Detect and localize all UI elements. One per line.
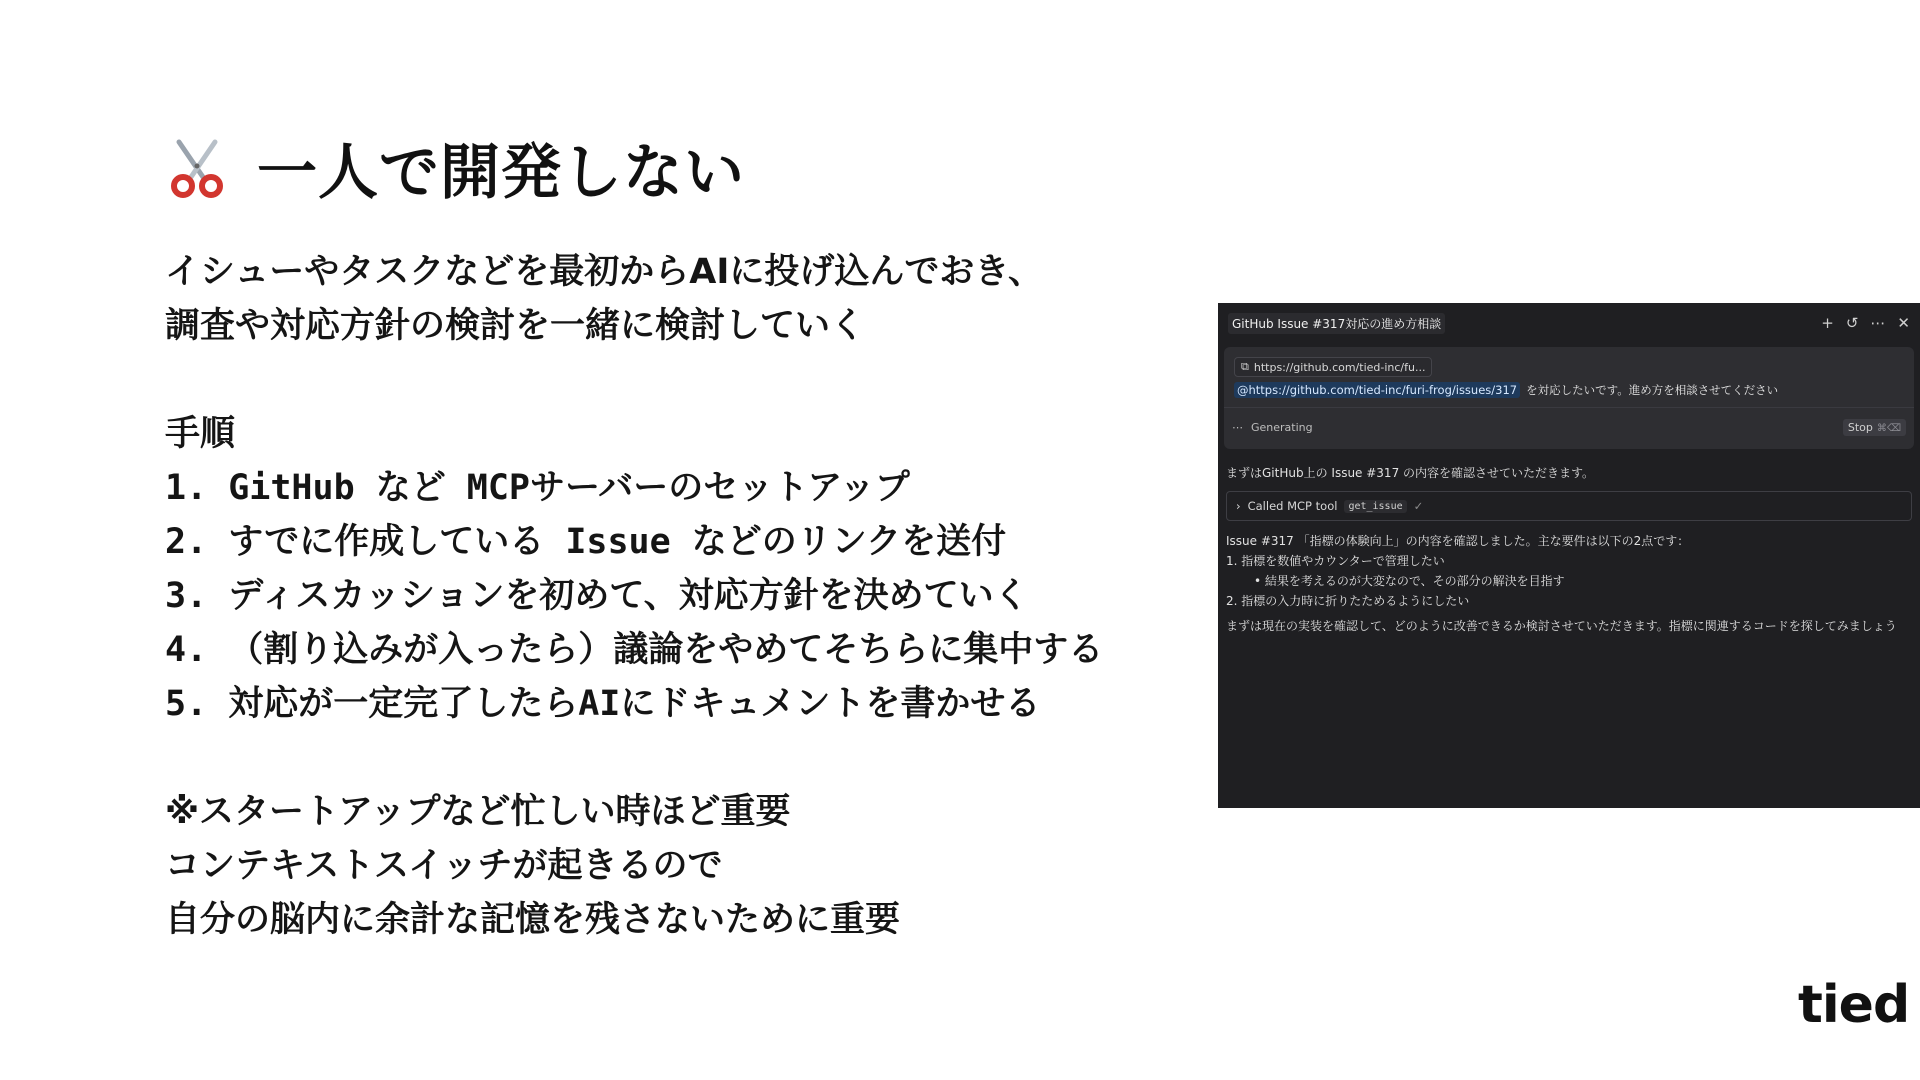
user-message-text: を対応したいです。進め方を相談させてください bbox=[1526, 383, 1779, 397]
scissors-icon bbox=[165, 136, 229, 200]
requirement-2: 2. 指標の入力時に折りたためるようにしたい bbox=[1226, 594, 1470, 608]
response-summary: Issue #317 「指標の体験向上」の内容を確認しました。主な要件は以下の2点です： bbox=[1226, 534, 1690, 548]
response-intro: まずはGitHub上の Issue #317 の内容を確認させていただきます。 bbox=[1226, 466, 1595, 480]
tool-name: get_issue bbox=[1344, 500, 1406, 513]
chevron-right-icon: › bbox=[1236, 499, 1241, 513]
history-icon[interactable]: ↺ bbox=[1845, 313, 1859, 332]
intro-line-2: 調査や対応方針の検討を一緒に検討していく bbox=[165, 306, 866, 346]
link-icon: ⧉ bbox=[1241, 360, 1249, 373]
note-line-2: コンテキストスイッチが起きるので bbox=[165, 846, 723, 886]
stop-shortcut: ⌘⌫ bbox=[1876, 423, 1901, 434]
attachment-chip[interactable] bbox=[1234, 357, 1432, 377]
user-message bbox=[1234, 382, 1778, 398]
attachment-chip-label: https://github.com/tied-inc/fu... bbox=[1253, 360, 1426, 374]
step-item: 1. GitHub など MCPサーバーのセットアップ bbox=[165, 468, 910, 508]
response-next: まずは現在の実装を確認して、どのように改善できるか検討させていただきます。指標に関連するコードを探してみましょう bbox=[1226, 619, 1897, 633]
dots-icon: ⋯ bbox=[1232, 421, 1243, 434]
slide-title: 一人で開発しない bbox=[257, 138, 745, 208]
issue-mention[interactable]: @https://github.com/tied-inc/furi-frog/issues/317 bbox=[1234, 382, 1520, 398]
chat-title[interactable]: GitHub Issue #317対応の進め方相談 bbox=[1228, 313, 1445, 334]
mcp-tool-call[interactable] bbox=[1226, 491, 1912, 521]
chat-panel-screenshot bbox=[1218, 303, 1920, 808]
step-item: 5. 対応が一定完了したらAIにドキュメントを書かせる bbox=[165, 684, 1041, 724]
requirement-1: 1. 指標を数値やカウンターで管理したい bbox=[1226, 554, 1445, 568]
steps-heading: 手順 bbox=[165, 414, 236, 454]
slide-title-row bbox=[165, 125, 745, 211]
note-line-1: ※スタートアップなど忙しい時ほど重要 bbox=[165, 792, 791, 832]
requirement-1-bullet: • 結果を考えるのが大変なので、その部分の解決を目指す bbox=[1254, 574, 1565, 588]
intro-line-1: イシューやタスクなどを最初からAIに投げ込んでおき、 bbox=[165, 252, 1044, 292]
close-icon[interactable]: ✕ bbox=[1897, 313, 1910, 332]
more-icon[interactable]: ⋯ bbox=[1870, 313, 1886, 332]
chat-panel-header bbox=[1218, 303, 1920, 343]
tool-call-label: Called MCP tool bbox=[1247, 499, 1338, 513]
slide-content bbox=[165, 245, 1145, 947]
tied-logo: tied bbox=[1798, 975, 1910, 1035]
stop-button[interactable] bbox=[1843, 419, 1906, 436]
chat-header-actions bbox=[1821, 313, 1910, 332]
check-icon: ✓ bbox=[1413, 499, 1424, 513]
step-item: 2. すでに作成している Issue などのリンクを送付 bbox=[165, 522, 1007, 562]
note-line-3: 自分の脳内に余計な記憶を残さないために重要 bbox=[165, 900, 901, 940]
assistant-response bbox=[1218, 449, 1920, 635]
stop-label: Stop bbox=[1847, 421, 1873, 434]
status-text: Generating bbox=[1251, 421, 1313, 434]
chat-input-box[interactable] bbox=[1224, 347, 1914, 449]
generating-row bbox=[1232, 419, 1906, 436]
step-item: 3. ディスカッションを初めて、対応方針を決めていく bbox=[165, 576, 1029, 616]
input-divider bbox=[1224, 407, 1914, 408]
step-item: 4. （割り込みが入ったら）議論をやめてそちらに集中する bbox=[165, 630, 1104, 670]
plus-icon[interactable]: + bbox=[1821, 313, 1834, 332]
